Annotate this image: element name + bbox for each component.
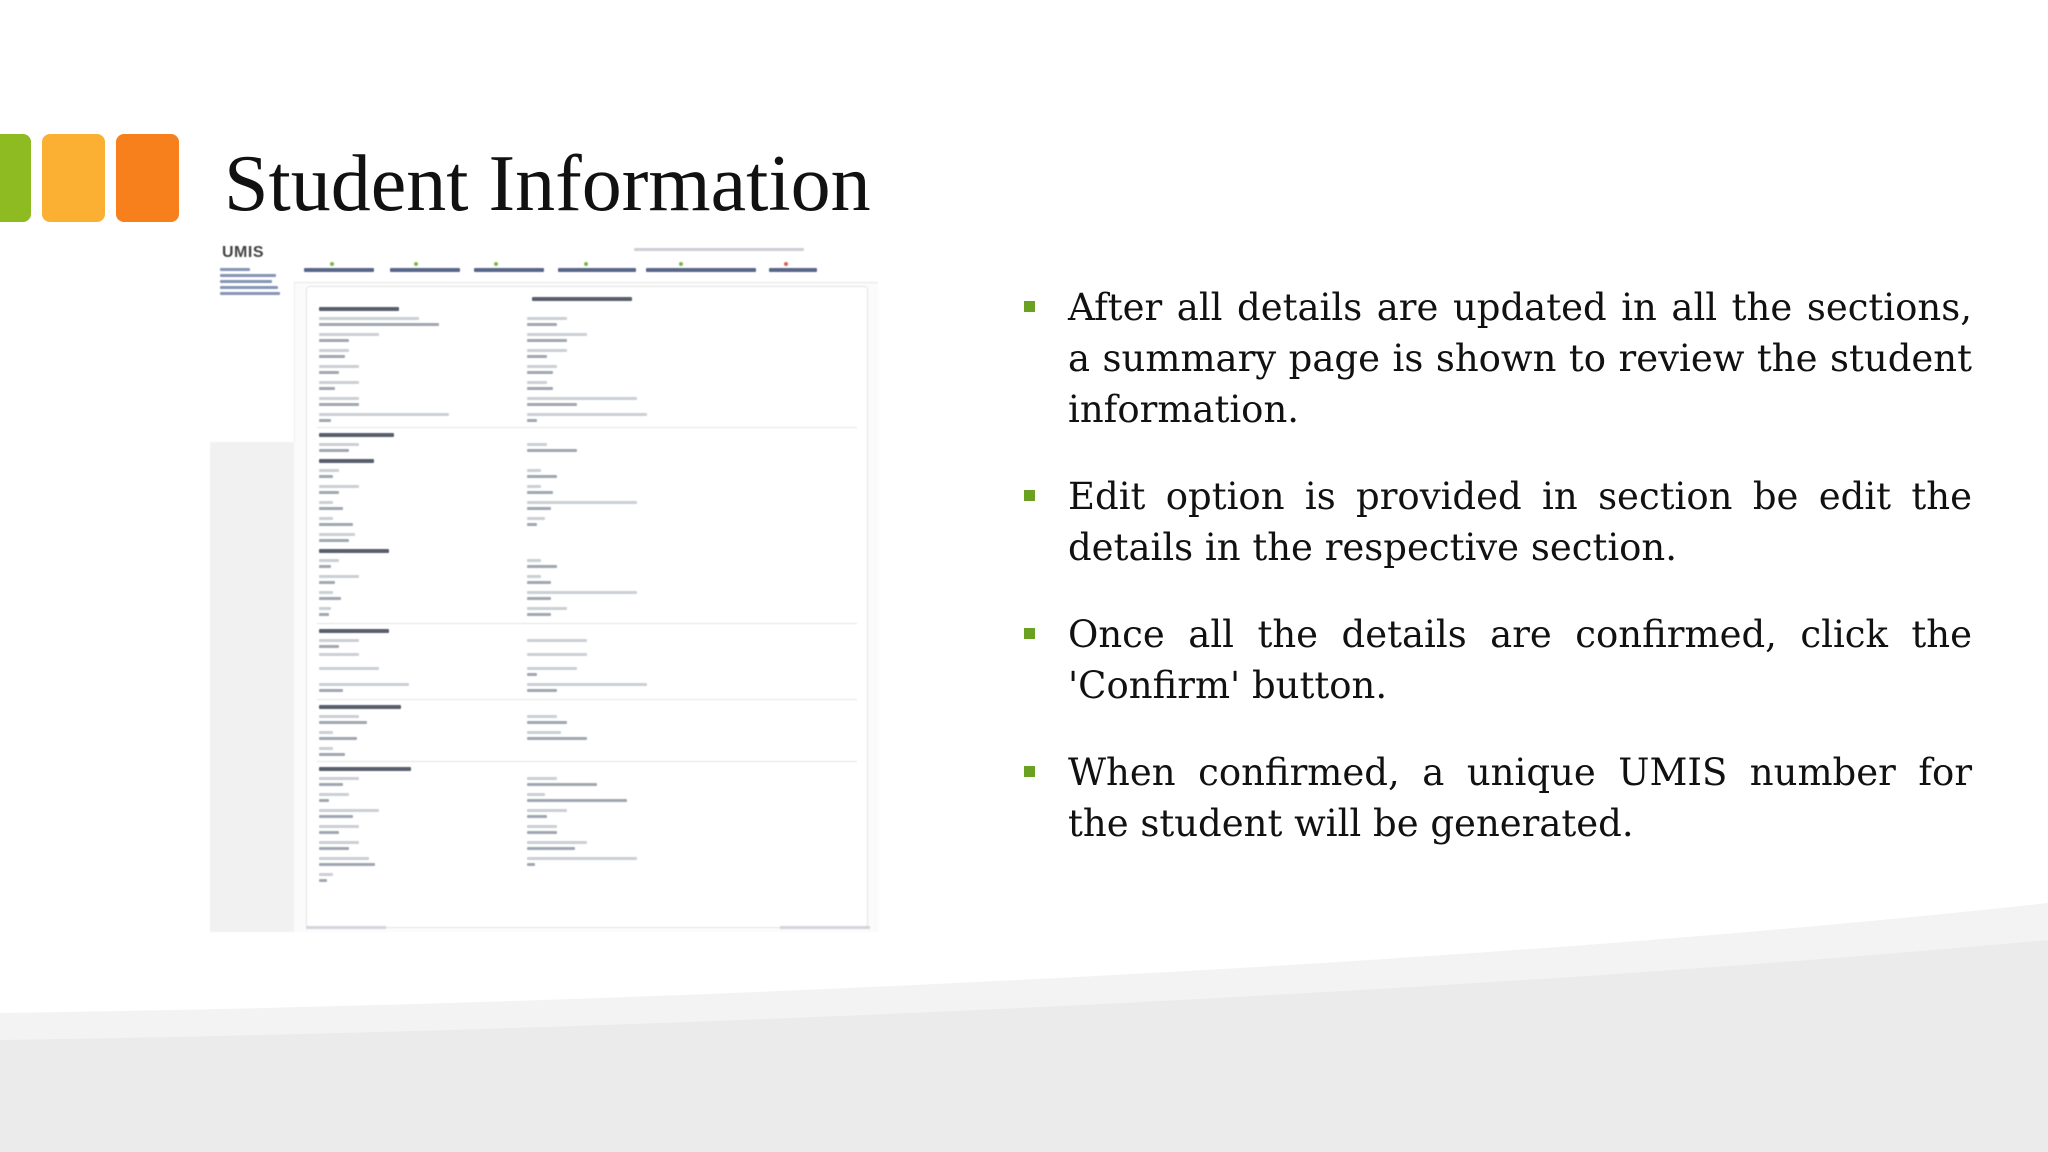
screenshot-summary-card [306,286,868,928]
bullet-square-icon [1024,301,1035,312]
bullet-item: When confirmed, a unique UMIS number for the student will be generated. [1020,747,1972,849]
umis-summary-screenshot [210,242,878,932]
sidebar-line [220,274,276,277]
bullet-item: Edit option is provided in section be edit the details in the respective section. [1020,471,1972,573]
umis-logo: UMIS [222,244,264,261]
sidebar-line [220,280,272,283]
screenshot-sidebar [210,242,295,442]
sidebar-line [220,268,250,271]
bullet-square-icon [1024,490,1035,501]
yellow-accent-block [42,134,105,222]
bullet-square-icon [1024,766,1035,777]
bullet-item: Once all the details are confirmed, click the 'Confirm' button. [1020,609,1972,711]
green-accent-block [0,134,31,222]
slide-title: Student Information [224,140,871,228]
sidebar-line [220,286,278,289]
sidebar-line [220,292,280,295]
bullet-square-icon [1024,628,1035,639]
orange-accent-block [116,134,179,222]
screenshot-topbar [294,242,878,283]
bullet-list [1020,282,1972,885]
bullet-item: After all details are updated in all the sections, a summary page is shown to review the student information. [1020,282,1972,435]
